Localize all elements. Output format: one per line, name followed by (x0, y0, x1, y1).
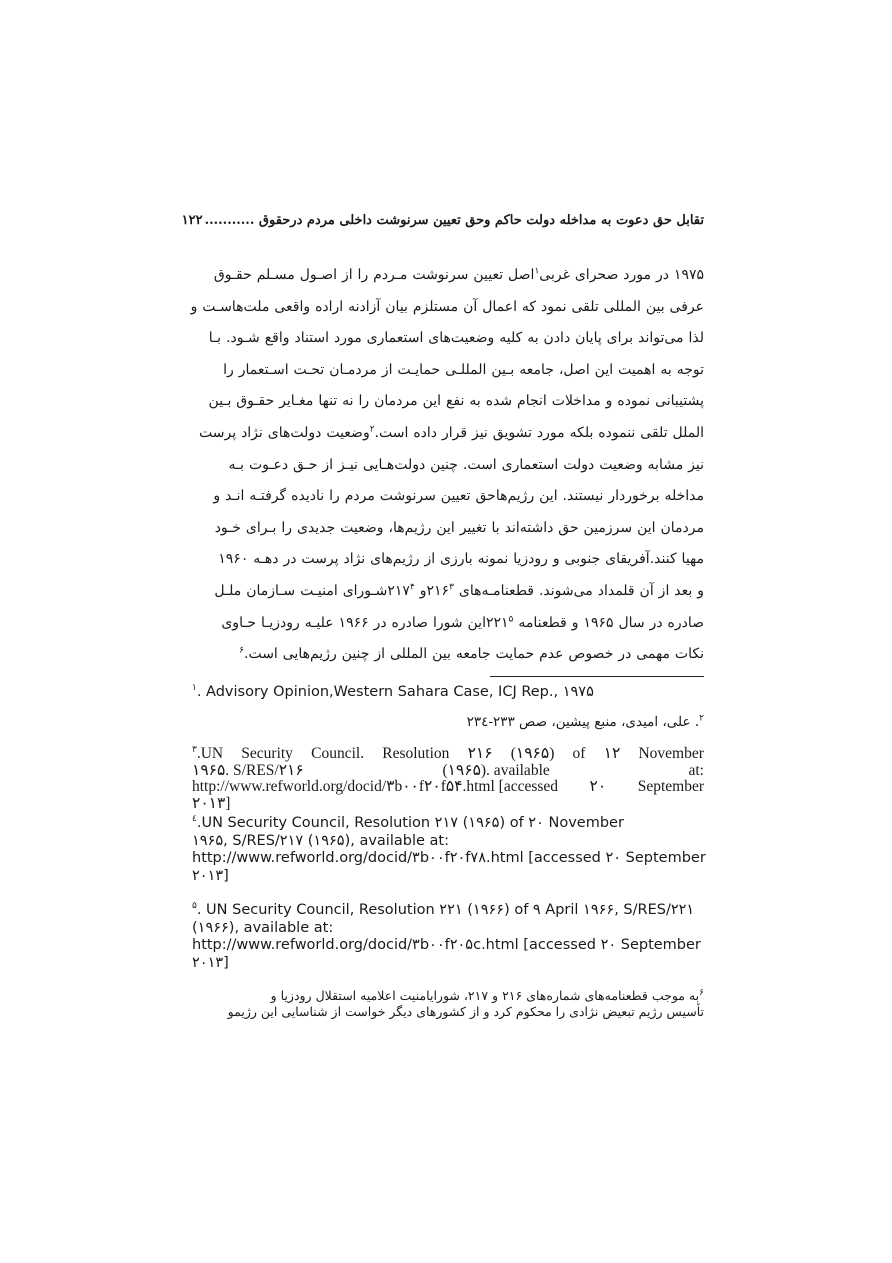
footnote-ref: ۳ (449, 582, 454, 593)
footnote-mark: ۶ (699, 987, 704, 998)
header-dots: ........... (204, 213, 255, 228)
header-title: تقابل حق دعوت به مداخله دولت حاکم وحق تعیین سرنوشت داخلی مردم درحقوق (254, 213, 704, 228)
body-line: نکات مهمی در خصوص عدم حمایت جامعه بین المللی از چنین رژیم‌هایی است.$^۶$ (239, 645, 704, 663)
footnote-line: http://www.refworld.org/docid/۳b۰۰f۲۰f۵۴.html [accessed ۲۰ September (192, 778, 704, 795)
footnote-3 (192, 743, 704, 812)
footnote-mark: ۵ (192, 901, 197, 912)
body-line: الملل تلقی ننموده بلکه مورد تشویق نیز قرار داده است.$^۲$وضعیت دولت‌های نژاد پرست (199, 424, 704, 441)
page-number: ۱۲۲ (181, 213, 203, 228)
body-line: مداخله برخوردار نیستند. این رژیم‌هاحق تعیین سرنوشت مردم را نادیده گرفتـه انـد و (213, 488, 704, 505)
footnote-ref: ۵ (508, 613, 514, 624)
body-line: صادره در سال ۱۹۶۵ و قطعنامه $۲۲۱^۵این$ شورا صادره در ۱۹۶۶ علیـه رودزیـا حـاوی (221, 613, 704, 631)
footnote-6: $^۶$به موجب قطعنامه‌های شماره‌های ۲۱۶ و ۲۱۷، شورایامنیت اعلامیه استقلال رودزیا و تأسیس رژیم تبعیض نژادی را محکوم کرد و از کشورهای دیگر خواست از شناسایی این رژیمو (227, 987, 704, 1019)
footnote-mark: ۲ (699, 713, 704, 724)
footnote-2 (192, 713, 704, 731)
footnote-ref: ۱ (534, 266, 540, 277)
body-line: مهیا کنند.آفریقای جنوبی و رودزیا نمونه بارزی از رژیم‌های نژاد پرست در دهـه ۱۹۶۰ (218, 551, 704, 568)
footnote-divider (490, 676, 704, 677)
body-line: پشتیبانی نموده و مداخلات انجام شده به نفع این مردمان را نه تنها مغـایر حقـوق بـین (208, 393, 704, 410)
footnote-mark: ۳ (192, 743, 197, 754)
footnote-text: . علی، امیدی، منبع پیشین، صص ۲۳۳-۲۳٤ (466, 714, 700, 730)
footnote-ref: ۶ (239, 645, 244, 656)
body-line: نیز مشابه وضعیت دولت استعماری است. چنین دولت‌هـایی نیـز از حـق دعـوت بـه (228, 456, 704, 473)
body-line: عرفی بین المللی تلقی نمود که اعمال آن مستلزم بیان آزادنه اراده واقعی ملت‌هاسـت و (190, 298, 704, 315)
footnote-5: $^۵$. UN Security Council, Resolution ۲۲۱ (۱۹۶۶) of ۹ April ۱۹۶۶, S/RES/۲۲۱ (۱۹۶۶), available at: http://www.refworld.org/docid/۳b۰۰f۲۰۵c.html [accessed ۲۰ September ۲۰۱۳] (192, 901, 701, 971)
footnote-line: ۲۰۱۳] (192, 794, 231, 812)
footnote-text: . Advisory Opinion,Western Sahara Case, ICJ Rep., ۱۹۷۵ (196, 684, 594, 700)
footnote-4: $^٤$.UN Security Council, Resolution ۲۱۷ (۱۹۶۵) of ۲۰ November ۱۹۶۵, S/RES/۲۱۷ (۱۹۶۵), available at: http://www.refworld.org/docid/۳b۰۰f۲۰f۷۸.html [accessed ۲۰ September ۲۰۱۳] (192, 814, 706, 884)
body-line: لذا می‌تواند برای پایان دادن به کلیه وضعیت‌های استعماری مورد استناد واقع شـود. بـا (208, 330, 704, 347)
body-paragraph (192, 260, 704, 671)
body-line: توجه به اهمیت این اصل، جامعه بـین المللـی حمایـت از مردمـان تحـت اسـتعمار را (223, 361, 704, 378)
footnote-1 (192, 683, 704, 701)
footnote-mark: ٤ (192, 814, 197, 825)
footnote-mark: ۱ (192, 683, 197, 694)
body-line: ۱۹۷۵ در مورد صحرای غربی$^۱$اصل تعیین سرنوشت مـردم را از اصـول مسـلم حقـوق (213, 266, 704, 283)
footnote-line: ۱۹۶۵. S/RES/۲۱۶ (۱۹۶۵). available at: (192, 761, 704, 779)
running-header (181, 213, 704, 228)
footnote-ref: ۴ (409, 582, 415, 593)
footnote-ref: ۲ (369, 424, 375, 435)
footnote-line: $^۳$.UN Security Council. Resolution ۲۱۶ (۱۹۶۵) of ۱۲ November (192, 743, 704, 762)
body-line: مردمان این سرزمین حق داشته‌اند با تغییر این رژیم‌ها، وضعیت جدیدی را بـرای خـود (214, 519, 704, 536)
body-line: و بعد از آن قلمداد می‌شوند. قطعنامـه‌های $۲۱۶^۳و$ $۲۱۷^۴شـورای$ امنیـت سـازمان ملـل (214, 582, 704, 599)
